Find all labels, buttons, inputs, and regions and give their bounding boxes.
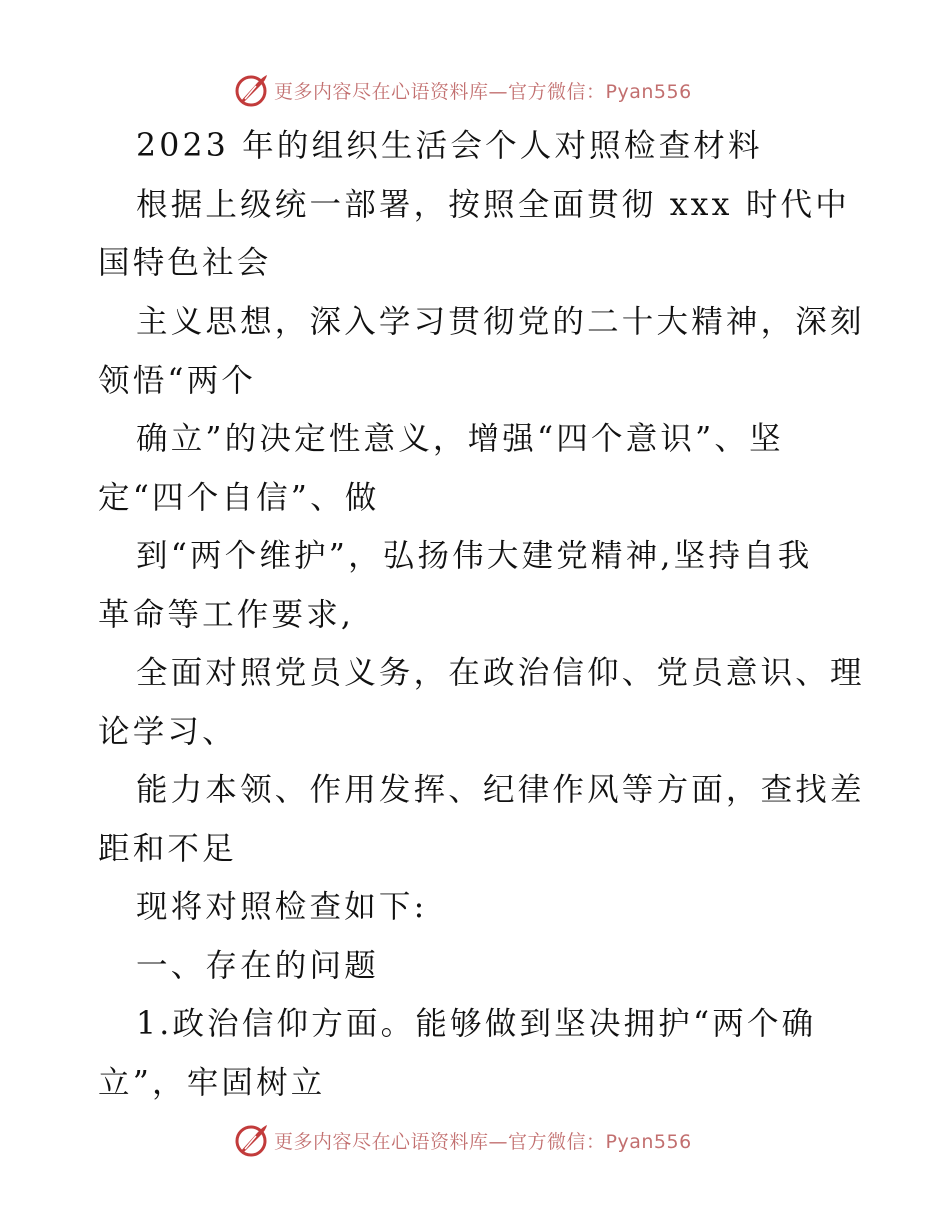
paragraph-line: 革命等工作要求, bbox=[98, 597, 355, 633]
quill-logo-icon bbox=[234, 72, 270, 108]
paragraph-line: 确立”的决定性意义，增强“四个意识”、坚 bbox=[136, 421, 784, 457]
paragraph-line: 主义思想，深入学习贯彻党的二十大精神，深刻 bbox=[136, 304, 865, 340]
paragraph-line: 距和不足 bbox=[98, 831, 237, 867]
paragraph-line: 1.政治信仰方面。能够做到坚决拥护“两个确 bbox=[136, 1006, 817, 1042]
paragraph-line: 领悟“两个 bbox=[98, 363, 257, 399]
paragraph-line: 到“两个维护”，弘扬伟大建党精神,坚持自我 bbox=[136, 538, 813, 574]
footer-watermark bbox=[234, 1120, 692, 1160]
paragraph-line: 定“四个自信”、做 bbox=[98, 480, 380, 516]
quill-logo-icon bbox=[234, 1122, 270, 1158]
paragraph-line: 立”，牢固树立 bbox=[98, 1065, 326, 1101]
header-watermark bbox=[234, 70, 692, 110]
paragraph-line: 全面对照党员义务，在政治信仰、党员意识、理 bbox=[136, 655, 865, 691]
watermark-text: 更多内容尽在心语资料库—官方微信：Pyan556 bbox=[274, 1130, 692, 1153]
paragraph-line: 根据上级统一部署，按照全面贯彻 xxx 时代中 bbox=[136, 187, 850, 223]
document-title: 2023 年的组织生活会个人对照检查材料 bbox=[136, 128, 763, 164]
section-heading: 一、存在的问题 bbox=[136, 948, 379, 984]
paragraph-line: 现将对照检查如下: bbox=[136, 889, 428, 925]
paragraph-line: 能力本领、作用发挥、纪律作风等方面，查找差 bbox=[136, 772, 865, 808]
paragraph-line: 国特色社会 bbox=[98, 245, 272, 281]
paragraph-line: 论学习、 bbox=[98, 714, 237, 750]
watermark-text: 更多内容尽在心语资料库—官方微信：Pyan556 bbox=[274, 80, 692, 103]
